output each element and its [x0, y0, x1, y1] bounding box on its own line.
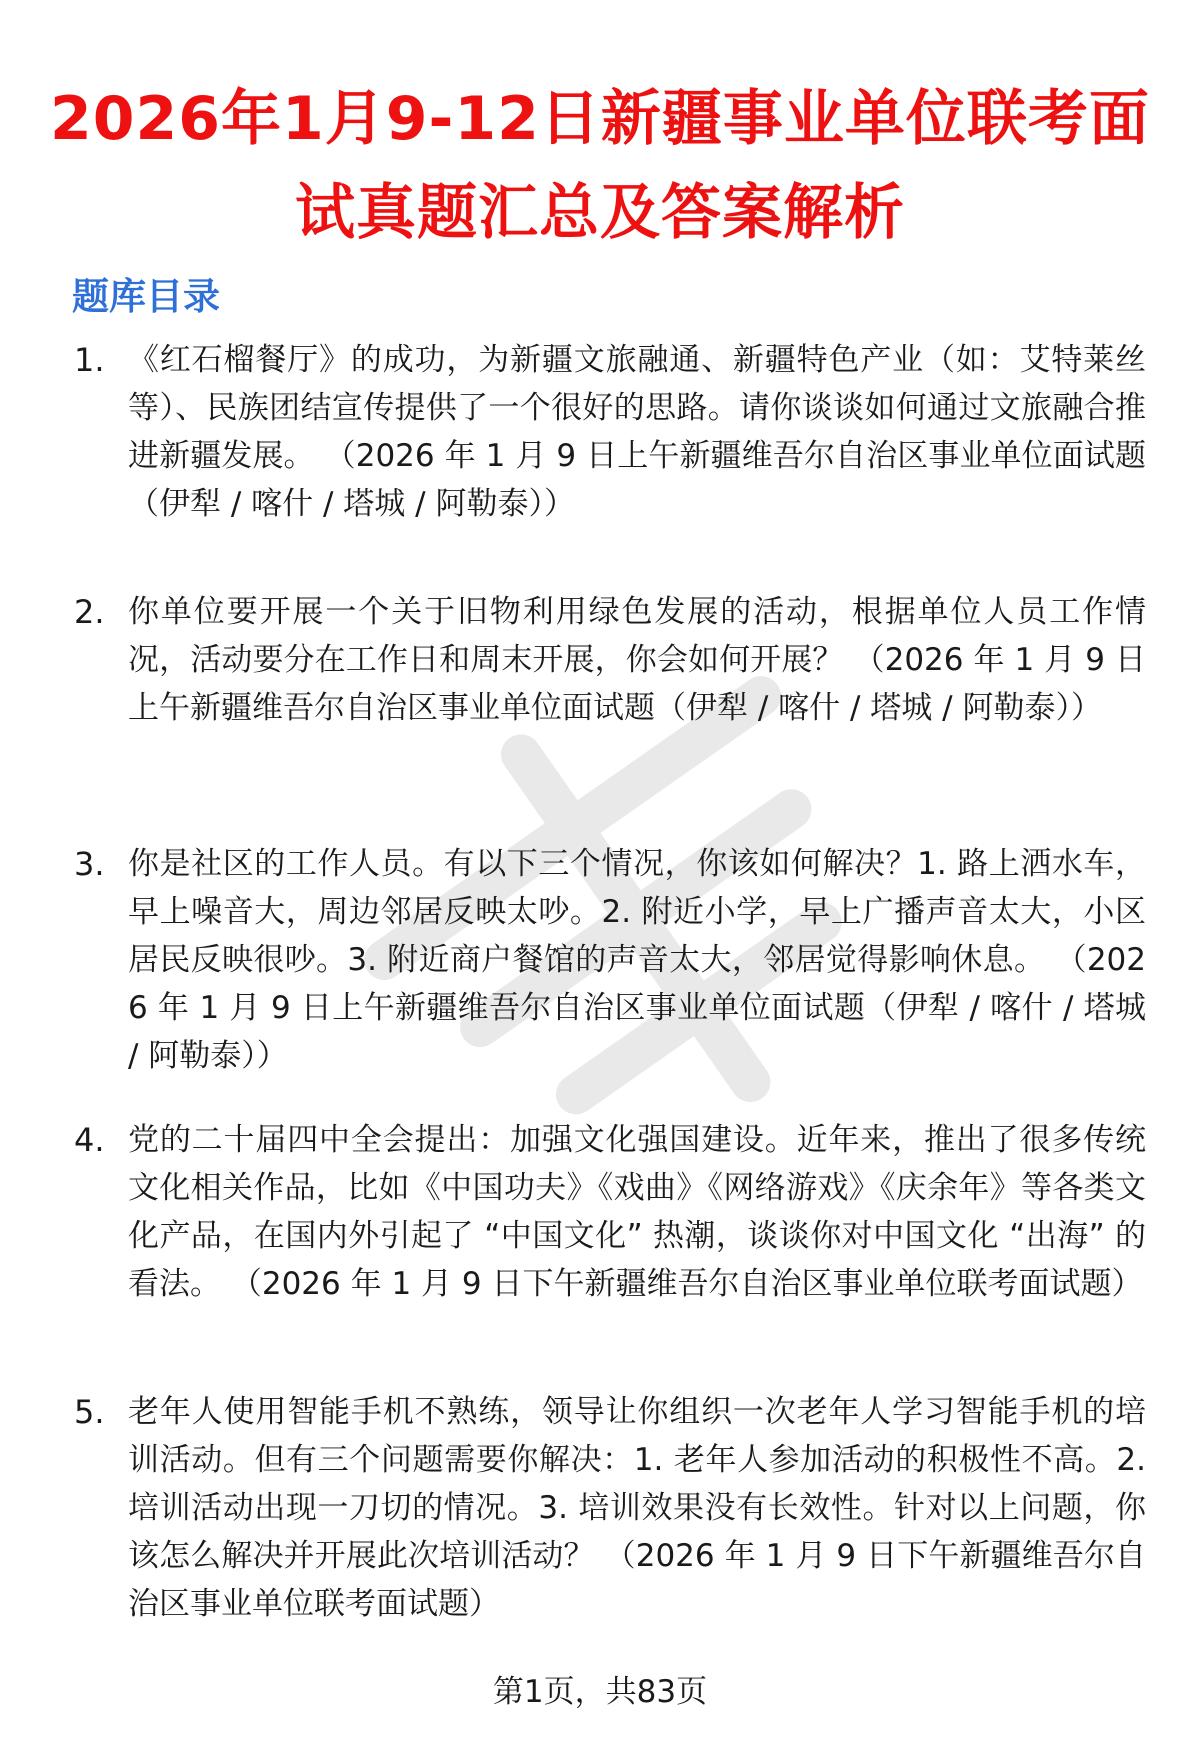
page-footer: 第1页，共83页: [492, 1674, 708, 1710]
question-number: 2.: [74, 593, 105, 631]
question-number: 3.: [74, 845, 105, 883]
page-title: 2026年1月9-12日新疆事业单位联考面试真题汇总及答案解析: [50, 84, 1150, 248]
question-text: 党的二十届四中全会提出：加强文化强国建设。近年来，推出了很多传统文化相关作品，比如《中国功夫》《戏曲》《网络游戏》《庆余年》等各类文化产品，在国内外引起了 “中国文化” 热潮，谈谈你对中国文化 “出海” 的看法。 （2026 年 1 月 9 日下午新疆维吾尔自治区事业单位联考面试题）: [128, 1122, 1146, 1302]
question-text: 你单位要开展一个关于旧物利用绿色发展的活动，根据单位人员工作情况，活动要分在工作日和周末开展，你会如何开展？ （2026 年 1 月 9 日上午新疆维吾尔自治区事业单位面试题（伊犁 / 喀什 / 塔城 / 阿勒泰））: [128, 594, 1146, 726]
question-number: 1.: [74, 341, 105, 379]
question-text: 老年人使用智能手机不熟练，领导让你组织一次老年人学习智能手机的培训活动。但有三个问题需要你解决：1. 老年人参加活动的积极性不高。2. 培训活动出现一刀切的情况。3. 培训效果没有长效性。针对以上问题，你该怎么解决并开展此次培训活动？ （2026 年 1 月 9 日下午新疆维吾尔自治区事业单位联考面试题）: [128, 1394, 1146, 1622]
question-text: 你是社区的工作人员。有以下三个情况，你该如何解决？1. 路上洒水车，早上噪音大，周边邻居反映太吵。2. 附近小学，早上广播声音太大，小区居民反映很吵。3. 附近商户餐馆的声音太大，邻居觉得影响休息。 （2026 年 1 月 9 日上午新疆维吾尔自治区事业单位面试题（伊犁 / 喀什 / 塔城 / 阿勒泰））: [128, 846, 1146, 1074]
question-number: 5.: [74, 1393, 105, 1431]
question-text: 《红石榴餐厅》的成功，为新疆文旅融通、新疆特色产业（如：艾特莱丝等）、民族团结宣传提供了一个很好的思路。请你谈谈如何通过文旅融合推进新疆发展。 （2026 年 1 月 9 日上午新疆维吾尔自治区事业单位面试题（伊犁 / 喀什 / 塔城 / 阿勒泰））: [128, 342, 1146, 522]
question-number: 4.: [74, 1121, 105, 1159]
toc-heading: 题库目录: [72, 275, 220, 318]
